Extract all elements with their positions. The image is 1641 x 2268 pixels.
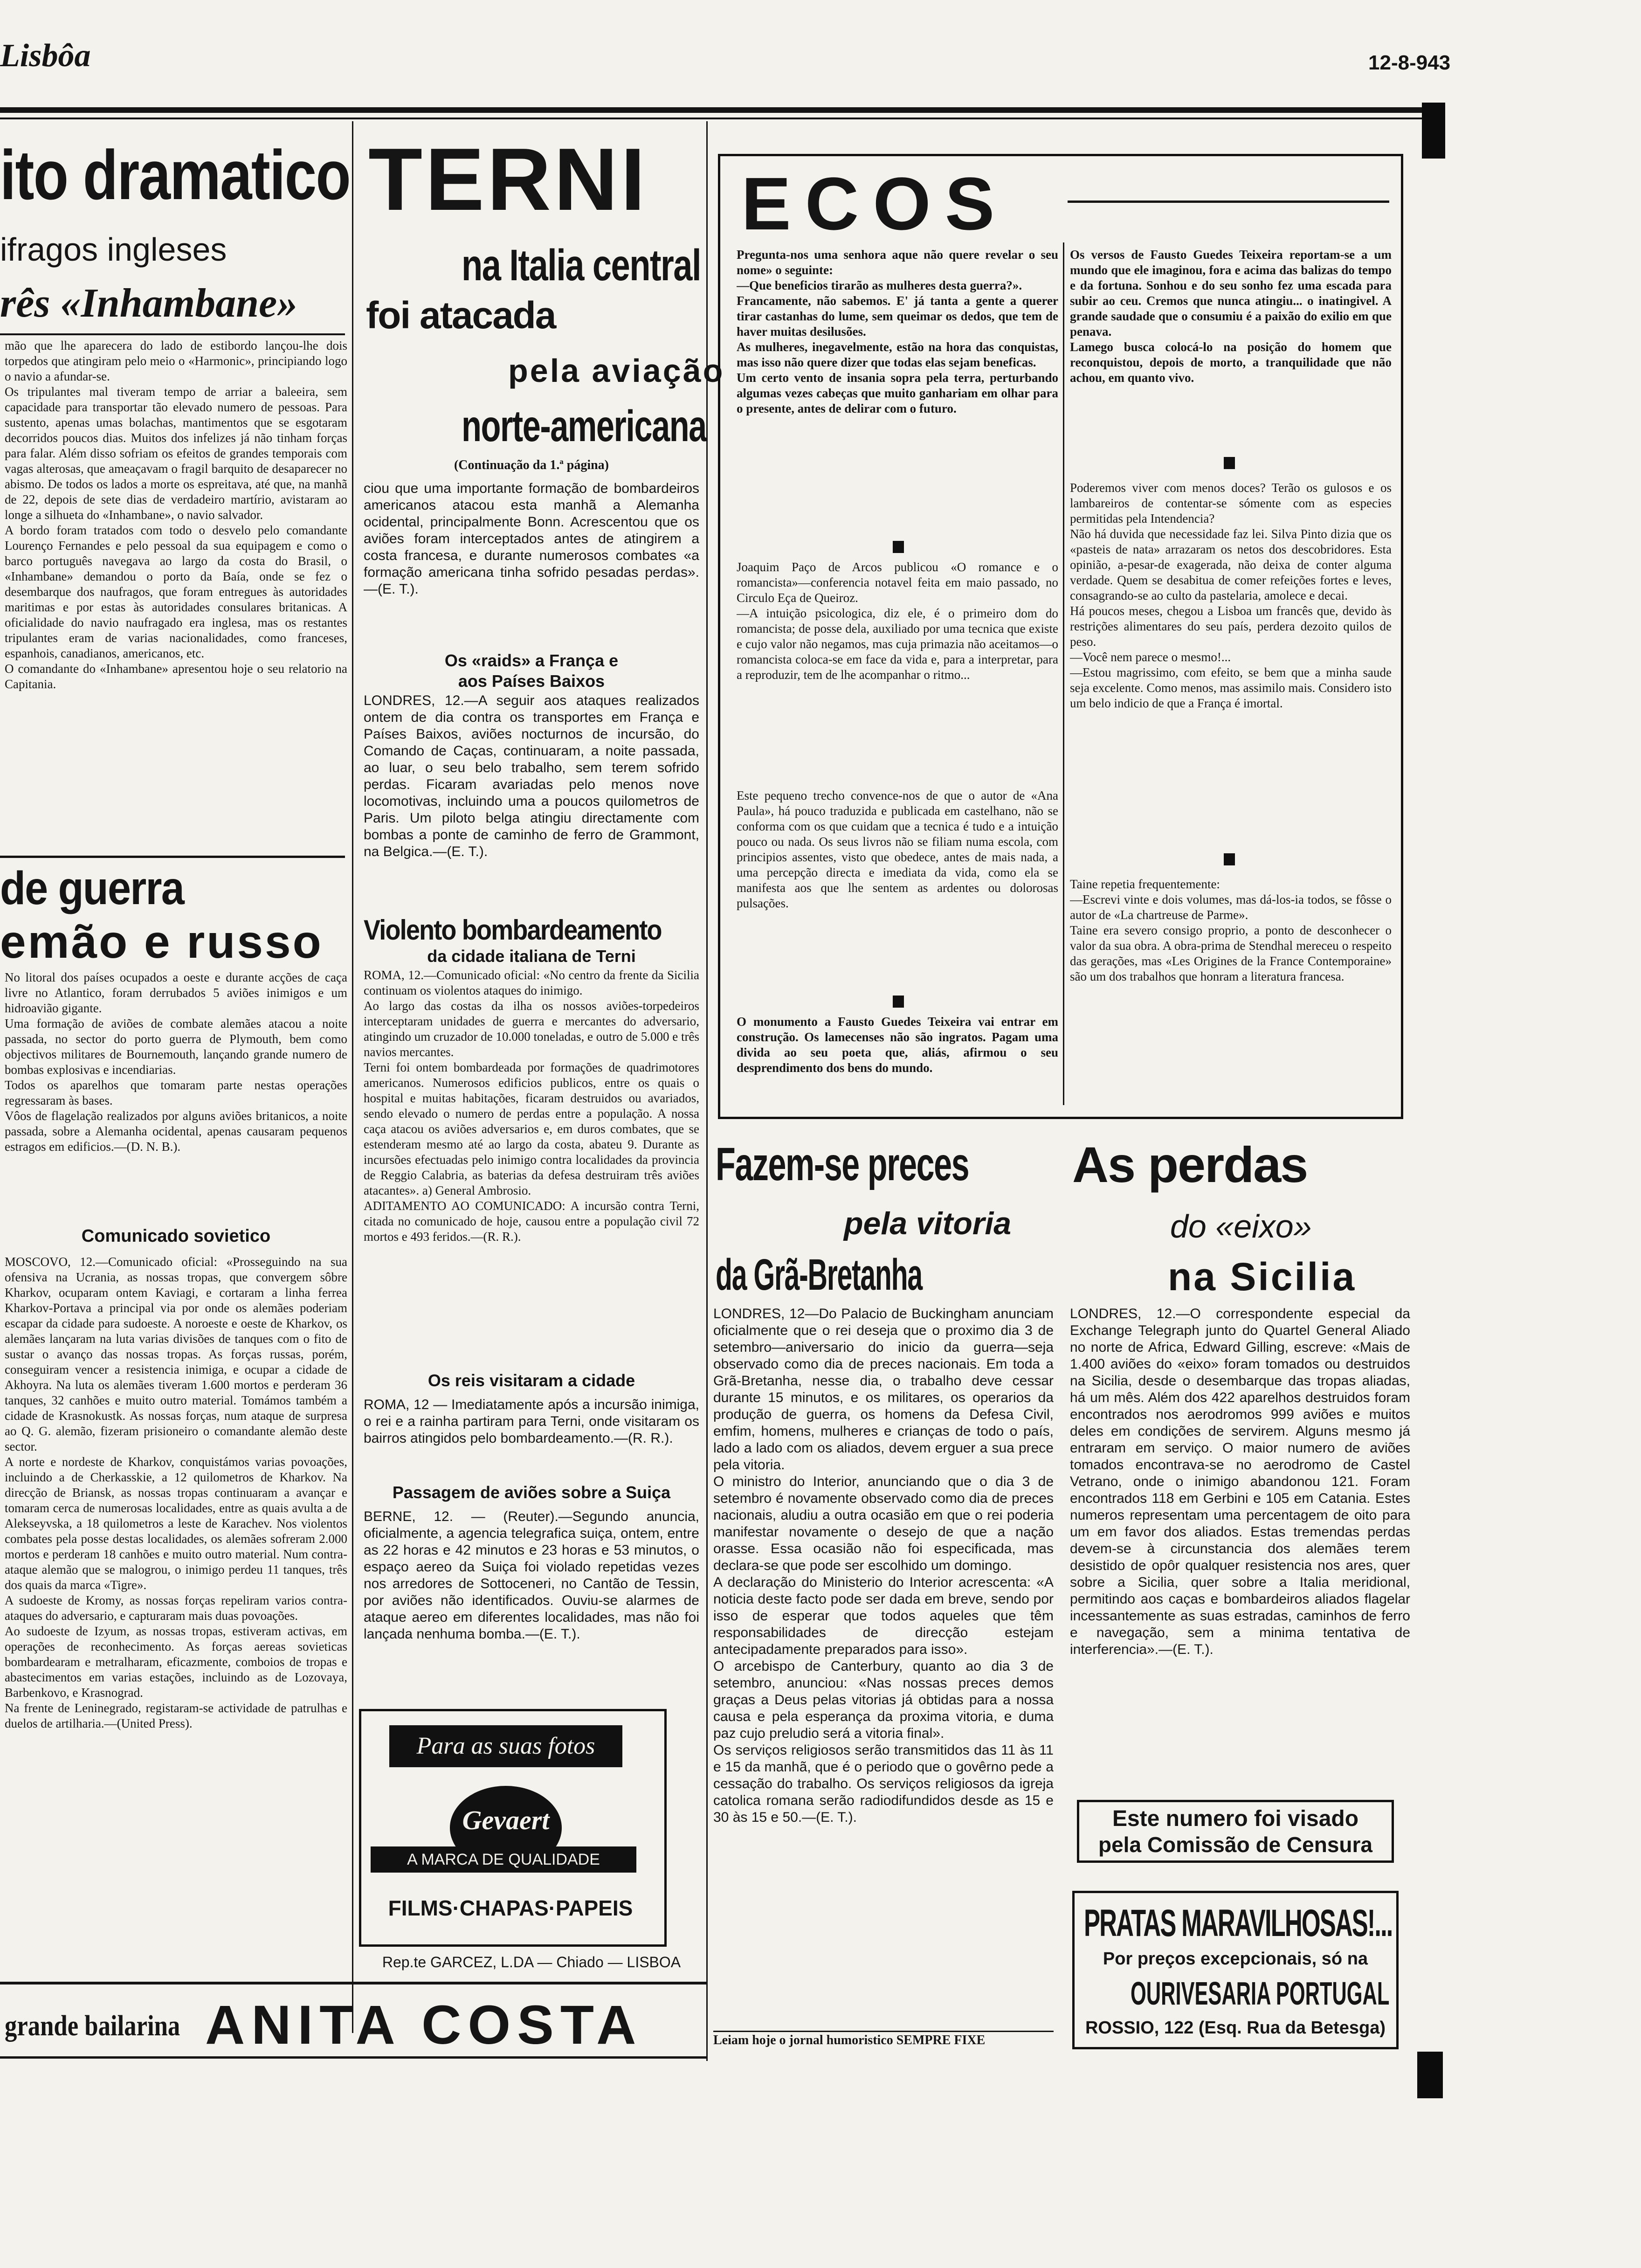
war-headline-2: emão e russo [0, 916, 323, 968]
left-ship-line: rês «Inhambane» [0, 281, 298, 326]
soviet-communique-title: Comunicado sovietico [81, 1226, 271, 1246]
column-divider [706, 121, 708, 2061]
ecos-col1-c: Este pequeno trecho convence-nos de que o autor de «Ana Paula», há pouco traduzida e publicada em castelhano, não se conforma com os que cuidam que a tecnica é tudo e a intuição pouco ou nada. Os seus livros não se filiam numa escola, com principios assentes, visto que obedece, antes de mais nada, a uma percepção directa e imediata da vida, como ela se manifesta aos que lhe sentem as ardentes ou dolorosas pulsações. [737, 788, 1058, 910]
preces-head-3: da Grã-Bretanha [716, 1250, 922, 1300]
left-subhead: ifragos ingleses [0, 231, 227, 268]
soviet-communique-body: MOSCOVO, 12.—Comunicado oficial: «Prosseguindo na sua ofensiva na Ucrania, as nossas tropas, que convergem sôbre Kharkov, ocuparam ontem Kaviagi, e cortaram a linha ferrea Kharkov-Portava a principal via por onde os alemães poderiam escapar da cidade para sudoeste. A noroeste e oeste de Kharkov, os alemães lançaram na luta varias divisões de tanques com o fito de sustar o avanço das nossas tropas. As forças russas, porém, conseguiram vencer a resistencia inimiga, e ocupar a cidade de Akhoyra. Na luta os alemães tiveram 1.600 mortos e perderam 36 tanques, 32 canhões e muito outro material. Tomámos também a cidade de Krasnokustk. As nossas forças, num ataque de surpresa ao Q. G. alemão, fizeram prisioneiro o comandante alemão deste sector. A norte e nordeste de Kharkov, conquistámos varias povoações, incluindo a de Cherkasskie, a 12 quilometros de Kharkov. Na direcção de Briansk, as nossas tropas continuaram a avançar e tomaram cerca de numerosas localidades, entre as quais avulta a de Alekseyvska, a 18 quilometros a leste de Karachev. Nos violentos combates pela posse destas localidades, os alemães sofreram 2.000 mortos e perderam 18 canhões e muito outro material. Num contra-ataque alemão que se malogrou, o inimigo perdeu 11 tanques, três dos quais da marca «Tigre». A sudoeste de Kromy, as nossas forças repeliram varios contra-ataques do adversario, e capturaram mais duas povoações. Ao sudoeste de Izyum, as nossas tropas, estiveram activas, em operações de reconhecimento. As forças aereas sovieticas bombardearam e metralharam, eficazmente, comboios de tropas e abastecimentos em varias estações, incluindo as de Lozovaya, Barbenkovo, e Krasnograd. Na frente de Leninegrado, registaram-se actividade de patrulhas e duelos de artilharia.—(United Press). [5, 1255, 347, 1730]
violento-body: ROMA, 12.—Comunicado oficial: «No centro da frente da Sicilia continuam os violentos ataques do inimigo. Ao largo das costas da ilha os nossos aviões-torpedeiros interceptaram unidades de guerra e mercantes do adversario, atingindo um cruzador de 10.000 toneladas, e outro de 5.000 e três navios mercantes. Terni foi ontem bombardeada por formações de quadrimotores americanos. Numerosos edificios publicos, entre os quais o hospital e muitas habitações, ficaram destruidos ou avariados, sendo elevado o numero de perdas entre a população. A nossa caça atacou os aviões adversarios e, em duros combates, que se estenderam mesmo até ao largo da costa, abateu 9. Durante as incursões efectuadas pelo inimigo contra localidades da provincia de Reggio Calabria, as baterias da defesa destruiram três aviões atacantes». a) General Ambrosio. ADITAMENTO AO COMUNICADO: A incursão contra Terni, citada no comunicado de hoje, causou entre a população civil 72 mortos e 493 feridos.—(R. R.). [364, 968, 699, 1244]
left-story-body: mão que lhe aparecera do lado de estibordo lançou-lhe dois torpedos que atingiram pelo meio o «Harmonic», principiando logo o navio a afundar-se. Os tripulantes mal tiveram tempo de arriar a baleeira, sem capacidade para transportar tão elevado numero de pessoas. Para sustento, apenas umas bolachas, mantimentos que se esgotaram decorridos poucos dias. Muitos dos infelizes já não tinham forças para falar. Além disso sofriam os efeitos de grandes temporais com vagas alterosas, que ameaçavam o fragil barquito de desaparecer no abismo. De todos os lados a morte os espreitava, até que, na manhã de 22, depois de sete dias de verdadeiro martírio, avistaram ao longe a silhueta do «Inhambane», o navio salvador. A bordo foram tratados com todo o desvelo pelo comandante Lourenço Fernandes e pelo pessoal da sua equipagem e como o barco português navegava ao largo da costa do Brasil, o «Inhambane» demandou o porto da Baía, onde se fez o desembarque dos naufragos, que foram entregues às autoridades maritimas e por estas às autoridades consulares britanicas. A oficialidade do navio naufragado era inglesa, mas os restantes tripulantes eram de varias nacionalidades, como franceses, espanhois, canadianos, americanos, etc. O comandante do «Inhambane» apresentou hoje o seu relatorio na Capitania. [5, 339, 347, 691]
right-edge-bar-bottom [1417, 2052, 1443, 2098]
separator-dot [1224, 853, 1235, 865]
terni-body: ciou que uma importante formação de bombardeiros americanos atacou esta manhã a Alemanha ocidental, principalmente Bonn. Acrescentou que os aviões foram interceptados antes de atingirem a costa francesa, e durante numerosos combates «a formação americana tinha sofrido pesadas perdas».—(E. T.). [364, 481, 699, 597]
suica-title: Passagem de aviões sobre a Suiça [392, 1483, 671, 1502]
ecos-col2-b: Poderemos viver com menos doces? Terão os gulosos e os lambareiros de contentar-se sómente com as especies permitidas pela Intendencia? Não há duvida que necessidade faz lei. Silva Pinto dizia que os «pasteis de nata» arrazaram os netos dos descobridores. Esta opinião, a-pesar-de exagerada, não deixa de conter alguma verdade. Quem se desabitua de comer refeições fortes e leves, consagrando-se ao culto da pastelaria, amolece e decai. Há poucos meses, chegou a Lisboa um francês que, devido às restrições alimentares do seu país, perdera dezoito quilos de peso. —Você nem parece o mesmo!... —Estou magrissimo, com efeito, se bem que a minha saude seja excelente. Como menos, mas assimilo mais. Considero isto um belo indicio de que a França é imortal. [1070, 481, 1392, 710]
raids-title: Os «raids» a França e aos Países Baixos [444, 651, 619, 691]
ecos-col2-c: Taine repetia frequentemente: —Escrevi vinte e dois volumes, mas dá-los-ia todos, se fôsse o autor de «La chartreuse de Parme». Taine era severo consigo proprio, a ponto de desconhecer o valor da sua obra. A obra-prima de Stendhal mereceu o respeito das gerações, mas «Les Origines de la France Contemporaine» são um dos trabalhos que honram a literatura francesa. [1070, 877, 1392, 983]
gevaert-brand: Gevaert [462, 1805, 550, 1835]
gevaert-script: Para as suas fotos [389, 1725, 622, 1767]
raids-body: LONDRES, 12.—A seguir aos ataques realizados ontem de dia contra os transportes em França e Países Baixos, aviões nocturnos de incursão, do Comando de Caças, continuaram, a noite passada, ao luar, o seu belo trabalho, sem terem sofrido perdas. Ficaram avariadas pelo menos nove locomotivas, incluindo uma a poucos quilometros de Paris. Um piloto belga atingiu directamente com bombas a ponte de caminho de ferro de Grammont, na Belgica.—(E. T.). [364, 693, 699, 859]
censura-line-2: pela Comissão de Censura [1098, 1832, 1372, 1857]
suica-body: BERNE, 12. — (Reuter).—Segundo anuncia, oficialmente, a agencia telegrafica suiça, ontem, entre as 22 horas e 42 minutos e 23 horas e 53 minutos, o espaço aereo da Suiça foi violado repetidas vezes nos arredores de Sottoceneri, no Cantão de Tessin, por aviões não identificados. Ouviu-se alarmes de ataque aereo em diferentes localidades, mas não foi lançada nenhuma bomba.—(E. T.). [364, 1509, 699, 1642]
ecos-divider [1063, 242, 1064, 1105]
banner-small: grande bailarina [5, 2010, 180, 2042]
left-headline: ito dramatico [0, 136, 350, 214]
gevaert-rep: Rep.te GARCEZ, L.DA — Chiado — LISBOA [382, 1954, 681, 1971]
right-edge-bar-top [1422, 103, 1445, 159]
pratas-title: PRATAS MARAVILHOSAS!... [1084, 1902, 1393, 1944]
terni-head-3: foi atacada [366, 294, 556, 337]
terni-head-5: norte-americana [462, 401, 706, 451]
masthead-rule-thin [0, 118, 1427, 119]
rule [0, 1982, 706, 1984]
pratas-shop: OURIVESARIA PORTUGAL [1131, 1975, 1390, 2012]
terni-head-4: pela aviação [508, 353, 725, 389]
gevaert-ad [359, 1709, 667, 1947]
separator-dot [893, 996, 904, 1008]
ecos-col1-d: O monumento a Fausto Guedes Teixeira vai entrar em construção. Os lamecenses não são ingratos. Pagam uma divida ao seu poeta que, aliás, afirmou o seu desprendimento dos bens do mundo. [737, 1015, 1058, 1075]
banner-big: ANITA COSTA [205, 1994, 643, 2056]
gevaert-products: FILMS·CHAPAS·PAPEIS [388, 1896, 633, 1920]
terni-head-2: na Italia central [462, 241, 701, 290]
preces-head-1: Fazem-se preces [716, 1138, 969, 1190]
war-headline-1: de guerra [0, 862, 184, 914]
rule [0, 2056, 706, 2059]
pratas-ad [1072, 1891, 1399, 2049]
perdas-body: LONDRES, 12.—O correspondente especial da Exchange Telegraph junto do Quartel General Aliado no norte de Africa, Edward Gilling, escreve: «Mais de 1.400 aviões do «eixo» foram tomados ou destruidos na Sicilia, desde o desembarque das tropas aliadas, há um mês. Além dos 422 aparelhos destruidos foram encontrados nos aerodromos 999 aviões e muitos deles em condições de servirem. Alguns mesmo já entraram em serviço. O maior numero de aviões tomados encontrava-se no aerodromo de Castel Vetrano, onde o inimigo abandonou 121. Foram encontrados 118 em Gerbini e 105 em Catania. Estes numeros representam uma percentagem de oito para um em favor dos aliados. Estas tremendas perdas devem-se à circunstancia dos alemães terem desistido de opôr qualquer resistencia nos ares, quer sobre a Sicilia, quer sobre a Italia meridional, permitindo aos caças e bombardeiros aliados flagelar incessantemente as suas estradas, caminhos de ferro e navegação, sem a minima tentativa de interferencia».—(E. T.). [1070, 1306, 1410, 1657]
rule [0, 333, 345, 335]
separator-dot [1224, 457, 1235, 469]
gevaert-tagline: A MARCA DE QUALIDADE [371, 1846, 636, 1873]
censura-line-1: Este numero foi visado [1112, 1806, 1359, 1831]
rule [713, 2031, 1054, 2032]
masthead-date: 12-8-943 [1368, 51, 1451, 74]
preces-head-2: pela vitoria [844, 1206, 1012, 1241]
masthead-city: Lisbôa [0, 38, 91, 74]
separator-dot [893, 541, 904, 553]
ecos-col1-b: Joaquim Paço de Arcos publicou «O romance e o romancista»—conferencia notavel feita em maio passado, no Circulo Eça de Queiroz. —A intuição psicologica, diz ele, é o primeiro dom do romancista; de posse dela, auxiliado por uma tecnica que existe e cujo valor não negamos, mas cuja primazia não aceitamos—o romancista coloca-se em face da vida e, para a interpretar, para a reproduzir, tem de lhe acompanhar o ritmo... [737, 560, 1058, 682]
rule [1068, 201, 1389, 203]
perdas-head-1: As perdas [1072, 1136, 1308, 1193]
terni-continuation: (Continuação da 1.ª página) [454, 458, 609, 472]
preces-footer: Leiam hoje o jornal humoristico SEMPRE FIXE [713, 2033, 986, 2047]
reis-title: Os reis visitaram a cidade [427, 1371, 635, 1390]
column-divider [352, 121, 353, 2033]
censura-box [1077, 1800, 1394, 1863]
pratas-line: Por preços excepcionais, só na [1103, 1949, 1368, 1969]
pratas-address: ROSSIO, 122 (Esq. Rua da Betesga) [1085, 2018, 1386, 2038]
perdas-head-2: do «eixo» [1170, 1208, 1312, 1245]
preces-body: LONDRES, 12—Do Palacio de Buckingham anunciam oficialmente que o rei deseja que o proximo dia 3 de setembro—aniversario do inicio da guerra—seja observado como dia de preces nacionais. Em toda a Grã-Bretanha, nesse dia, o trabalho deve cessar durante 15 minutos, e os militares, os operarios da produção de guerra, os homens da Defesa Civil, emfim, homens, mulheres e crianças de todo o país, lado a lado com os aliados, devem erguer a sua prece pela vitoria. O ministro do Interior, anunciando que o dia 3 de setembro é novamente observado como dia de preces nacionais, aludiu a outra ocasião em que o rei poderia manifestar novamente o desejo de que a nação orasse. Essa ocasião não foi especificada, mas declara-se que pode ser escolhido um domingo. A declaração do Ministerio do Interior acrescenta: «A noticia deste facto pode ser dada em breve, sendo por isso de esperar que todos aqueles que têm responsabilidades de direcção estejam antecipadamente preparados para isso». O arcebispo de Canterbury, quanto ao dia 3 de setembro, anunciou: «Nas nossas preces demos graças a Deus pelas vitorias já obtidas para a nossa causa e pela esperança da proxima vitoria, e duma paz cujo preludio será a vitoria final». Os serviços religiosos serão transmitidos das 11 às 11 e 15 da manhã, que é o periodo que o govêrno pede a cessação do trabalho. Os serviços religiosos da igreja catolica romana serão radiodifundidos desde as 15 e 30 às 15 e 50.—(E. T.). [713, 1306, 1054, 1825]
war-body: No litoral dos países ocupados a oeste e durante acções de caça livre no Atlantico, foram derrubados 5 aviões inimigos e um hidroavião gigante. Uma formação de aviões de combate alemães atacou a noite passada, no sector do porto guerra de Plymouth, bem como objectivos militares de Bournemouth, lançando grande numero de bombas explosivas e incendiarias. Todos os aparelhos que tomaram parte nestas operações regressaram às bases. Vôos de flagelação realizados por alguns aviões britanicos, a noite passada, sobre a Alemanha ocidental, apenas causaram pequenos estragos em edificios.—(D. N. B.). [5, 970, 347, 1154]
terni-headline: TERNI [368, 130, 648, 229]
ecos-col2-a: Os versos de Fausto Guedes Teixeira reportam-se a um mundo que ele imaginou, fora e acima das balizas do tempo e da fortuna. Sonhou e do seu sonho fez uma escada para subir ao ceu. Cremos que nunca atingiu... o inatingivel. A grande saudade que o consumiu é a paixão do exilio em que penava. Lamego busca colocá-lo na posição do homem que reconquistou, depois de morto, a tranquilidade que não achou, em quanto vivo. [1070, 248, 1392, 385]
masthead-rule [0, 107, 1427, 113]
ecos-col1-a: Pregunta-nos uma senhora aque não quere revelar o seu nome» o seguinte: —Que beneficios tirarão as mulheres desta guerra?». Francamente, não sabemos. E' já tanta a gente a querer tirar castanhas do lume, sem queimar os dedos, que tem de haver muitas desilusões. As mulheres, inegavelmente, estão na hora das conquistas, mas isso não quere dizer que todas elas sejam beneficas. Um certo vento de insania sopra pela terra, perturbando algumas vezes cabeças que muito ganhariam em olhar para o presente, antes de delirar com o futuro. [737, 248, 1058, 415]
reis-body: ROMA, 12 — Imediatamente após a incursão inimiga, o rei e a rainha partiram para Terni, onde visitaram os bairros atingidos pelo bombardeamento.—(R. R.). [364, 1397, 699, 1446]
violento-sub: da cidade italiana de Terni [427, 947, 636, 966]
perdas-head-3: na Sicilia [1168, 1255, 1357, 1299]
rule [0, 856, 345, 858]
ecos-title: ECOS [741, 162, 1009, 245]
violento-title: Violento bombardeamento [364, 914, 662, 946]
